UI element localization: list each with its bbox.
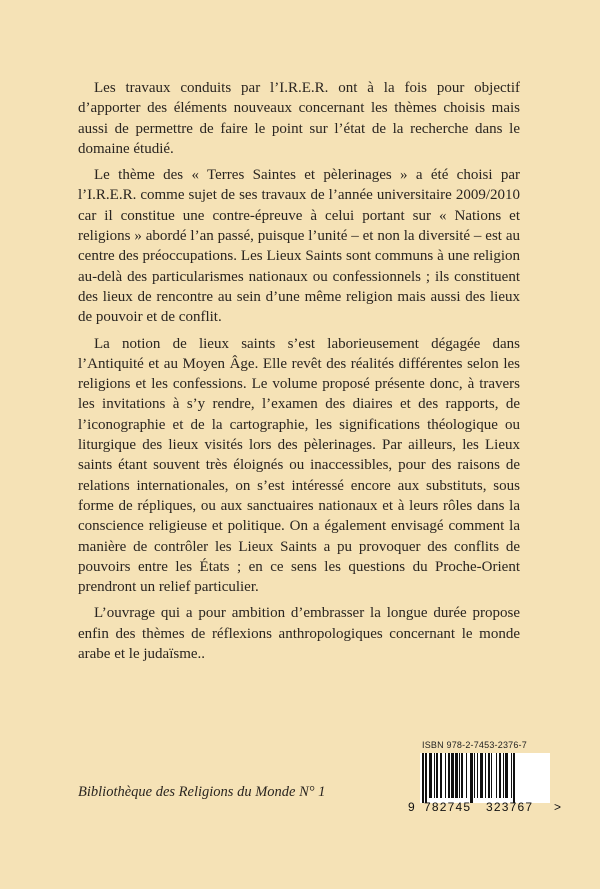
- barcode-digits-left: 782745: [424, 800, 472, 814]
- barcode-block: [404, 740, 574, 820]
- barcode-bar: [513, 753, 515, 803]
- barcode-bar: [425, 753, 426, 803]
- barcode-bar: [470, 753, 472, 803]
- barcode-bar: [511, 753, 512, 798]
- barcode-bar: [459, 753, 460, 798]
- barcode-bar: [466, 753, 467, 798]
- barcode-bar: [448, 753, 449, 798]
- barcode-bar: [480, 753, 483, 798]
- paragraph-4: L’ouvrage qui a pour ambition d’embrasser la longue durée propose enfin des thèmes de réflexions anthropologiques concernant le monde arabe et le judaïsme..: [78, 605, 520, 663]
- barcode-bars: [420, 753, 550, 803]
- barcode-bar: [436, 753, 438, 798]
- isbn-label: ISBN 978-2-7453-2376-7: [422, 740, 527, 750]
- barcode-bar: [422, 753, 424, 803]
- barcode-bar: [488, 753, 490, 798]
- barcode-bar: [505, 753, 508, 798]
- paragraph-2: Le thème des « Terres Saintes et pèlerinages » a été choisi par l’I.R.E.R. comme sujet de ses travaux de l’année universitaire 2009/2010 car il constitue une contre-épreuve à celui portant sur « Nations et religions » abordé l’an passé, puisque l’unité – et non la diversité – est au centre des préoccupations. Les Lieux Saints sont communs à une religion au-delà des particularismes nationaux ou confessionnels ; ils constituent des lieux de rencontre au sein d’une même religion mais aussi des lieux de pouvoir et de conflit.: [78, 167, 520, 326]
- paragraph-1: Les travaux conduits par l’I.R.E.R. ont à la fois pour objectif d’apporter des éléments nouveaux concernant les thèmes choisis mais aussi de permettre de faire le point sur l’état de la recherche dans le domaine étudié.: [78, 80, 520, 157]
- paragraph-3: La notion de lieux saints s’est laborieusement dégagée dans l’Antiquité et au Moyen Âge. Elle revêt des réalités différentes selon les religions et les confessions. Le volume proposé présente donc, à travers les invitations à s’y rendre, l’examen des diaires et des rapports, de l’iconographie et de la cartographie, les significations théologique ou liturgique des lieux visités lors des pèlerinages. Par ailleurs, les Lieux saints étant souvent très éloignés ou inaccessibles, pour des raisons de relations internationales, on s’est intéressé encore aux substituts, sous forme de répliques, ou aux sanctuaires nationaux et à leurs rôles dans la conscience religieuse et politique. On a également envisagé comment la manière de contrôler les Lieux Saints a pu provoquer des conflits de pouvoirs entre les États ; en ce sens les questions du Proche-Orient prendront un relief particulier.: [78, 335, 520, 596]
- barcode-bar: [445, 753, 446, 798]
- barcode-bar: [474, 753, 475, 798]
- barcode-bar: [499, 753, 501, 798]
- barcode-bar: [440, 753, 441, 798]
- barcode-digit-first: 9: [408, 800, 415, 814]
- barcode-bar: [485, 753, 486, 798]
- series-title: Bibliothèque des Religions du Monde N° 1: [78, 784, 326, 800]
- barcode-bar: [455, 753, 457, 798]
- barcode-arrow: >: [554, 800, 562, 814]
- barcode-digits-right: 323767: [486, 800, 534, 814]
- barcode-bar: [496, 753, 497, 798]
- barcode-bar: [503, 753, 504, 798]
- barcode-bar: [429, 753, 432, 798]
- blurb-text: [78, 78, 520, 670]
- barcode-bar: [451, 753, 454, 798]
- barcode-bar: [491, 753, 492, 798]
- barcode-bar: [477, 753, 478, 798]
- barcode-bar: [434, 753, 435, 798]
- barcode-bar: [461, 753, 463, 798]
